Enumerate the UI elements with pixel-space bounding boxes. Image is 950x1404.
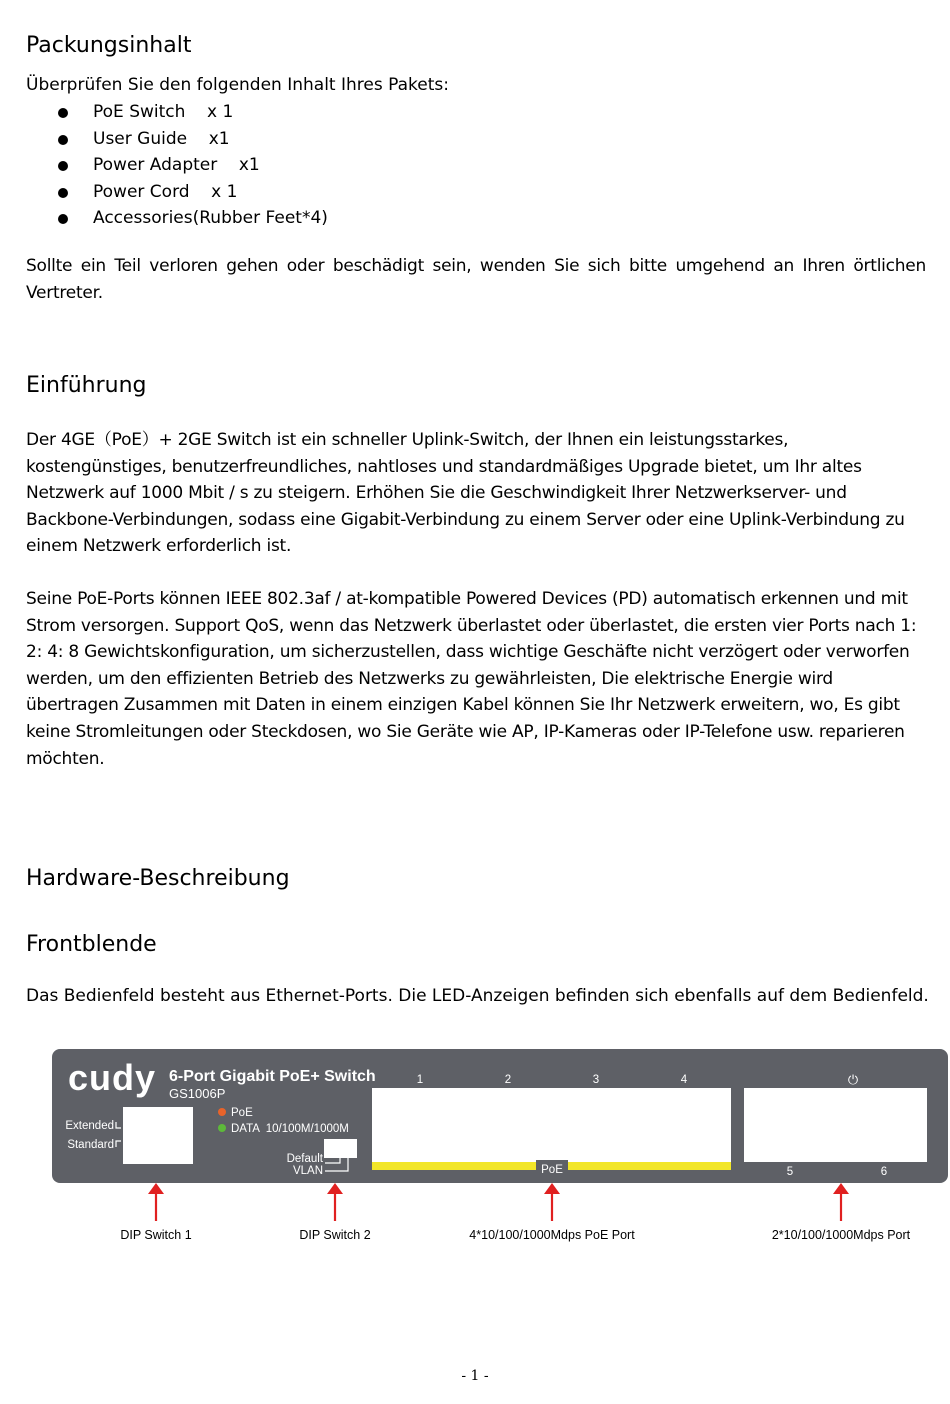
port-1-label: 1: [416, 1074, 424, 1086]
bullet-icon: [58, 188, 68, 198]
list-item: PoE Switch x 1: [26, 99, 328, 126]
front-panel-description: Das Bedienfeld besteht aus Ethernet-Ports. Die LED-Anzeigen befinden sich ebenfalls auf dem Bedienfeld.: [26, 986, 929, 1006]
section-title-intro: Einführung: [26, 373, 147, 398]
callout-dip-switch-1: DIP Switch 1: [120, 1228, 192, 1242]
switch2-vlan-label: VLAN: [292, 1165, 323, 1177]
intro-paragraph-2: Seine PoE-Ports können IEEE 802.3af / at-kompatible Powered Devices (PD) automatisch erkennen und mit Strom versorgen. Support QoS, wenn das Netzwerk überlastet oder überlastet, die ersten vier Ports nach 1: 2: 4: 8 Gewichtskonfiguration, um sicherzustellen, dass wichtige Geschäfte nicht verzögert oder verworfen werden, um den effizienten Betrieb des Netzwerks zu gewährleisten, Die elektrische Energie wird übertragen Zusammen mit Daten in einem einzigen Kabel können Sie Ihr Netzwerk erweitern, wo, Es gibt keine Stromleitungen oder Steckdosen, wo Sie Geräte wie AP, IP-Kameras oder IP-Telefone usw. reparieren möchten.: [26, 589, 917, 769]
list-item: Power Cord x 1: [26, 179, 328, 206]
arrow-icon: [833, 1183, 849, 1194]
data-led-label: DATA 10/100M/1000M: [231, 1123, 349, 1135]
poe-ports-block: [372, 1088, 731, 1162]
callout-arrows: [148, 1183, 849, 1221]
model-code: GS1006P: [169, 1086, 226, 1101]
intro-paragraph-1: Der 4GE（PoE）+ 2GE Switch ist ein schneller Uplink-Switch, der Ihnen ein leistungsstarkes, kostengünstiges, benutzerfreundliches, nahtloses und standardmäßiges Upgrade bietet, um Ihr altes Netzwerk auf 1000 Mbit / s zu steigern. Erhöhen Sie die Geschwindigkeit Ihrer Netzwerkserver- und Backbone-Verbindungen, sodass eine Gigabit-Verbindung zu einem Server oder eine Uplink-Verbindung zu einem Netzwerk erforderlich ist.: [26, 430, 905, 557]
poe-strip-label: PoE: [541, 1164, 563, 1176]
switch1-standard-label: Standard: [67, 1139, 114, 1151]
front-panel-figure: [0, 1040, 950, 1255]
poe-led-icon: [218, 1108, 226, 1116]
model-title: 6-Port Gigabit PoE+ Switch: [169, 1068, 376, 1085]
switch1-extended-label: Extended: [65, 1120, 114, 1132]
page-number: - 1 -: [461, 1368, 489, 1384]
bullet-icon: [58, 214, 68, 224]
callout-poe-ports: 4*10/100/1000Mdps PoE Port: [469, 1228, 635, 1242]
section-title-front-panel: Frontblende: [26, 932, 157, 957]
list-item: User Guide x1: [26, 126, 328, 153]
bullet-icon: [58, 161, 68, 171]
packaging-note: Sollte ein Teil verloren gehen oder beschädigt sein, wenden Sie sich bitte umgehend an Ihren örtlichen Vertreter.: [26, 256, 926, 303]
arrow-icon: [327, 1183, 343, 1194]
brand-logo: cudy: [68, 1057, 157, 1098]
data-led-icon: [218, 1124, 226, 1132]
poe-led-label: PoE: [231, 1107, 253, 1119]
packaging-list: [26, 99, 328, 232]
list-item: Accessories(Rubber Feet*4): [26, 205, 328, 232]
packaging-intro: Überprüfen Sie den folgenden Inhalt Ihres Pakets:: [26, 75, 449, 95]
port-2-label: 2: [504, 1074, 512, 1086]
dip-switch-1: [123, 1107, 193, 1164]
arrow-icon: [544, 1183, 560, 1194]
list-item: Power Adapter x1: [26, 152, 328, 179]
switch2-default-label: Default: [286, 1153, 323, 1165]
dip-switch-2: [324, 1139, 357, 1158]
uplink-ports-block: [744, 1088, 927, 1162]
power-icon: ⏻: [847, 1072, 859, 1087]
section-title-hardware: Hardware-Beschreibung: [26, 866, 290, 891]
port-3-label: 3: [592, 1074, 600, 1086]
port-5-label: 5: [786, 1166, 794, 1178]
section-title-packaging: Packungsinhalt: [26, 33, 192, 58]
bullet-icon: [58, 108, 68, 118]
arrow-icon: [148, 1183, 164, 1194]
port-6-label: 6: [880, 1166, 888, 1178]
bullet-icon: [58, 135, 68, 145]
callout-dip-switch-2: DIP Switch 2: [299, 1228, 371, 1242]
callout-uplink-ports: 2*10/100/1000Mdps Port: [771, 1228, 911, 1242]
port-4-label: 4: [680, 1074, 688, 1086]
